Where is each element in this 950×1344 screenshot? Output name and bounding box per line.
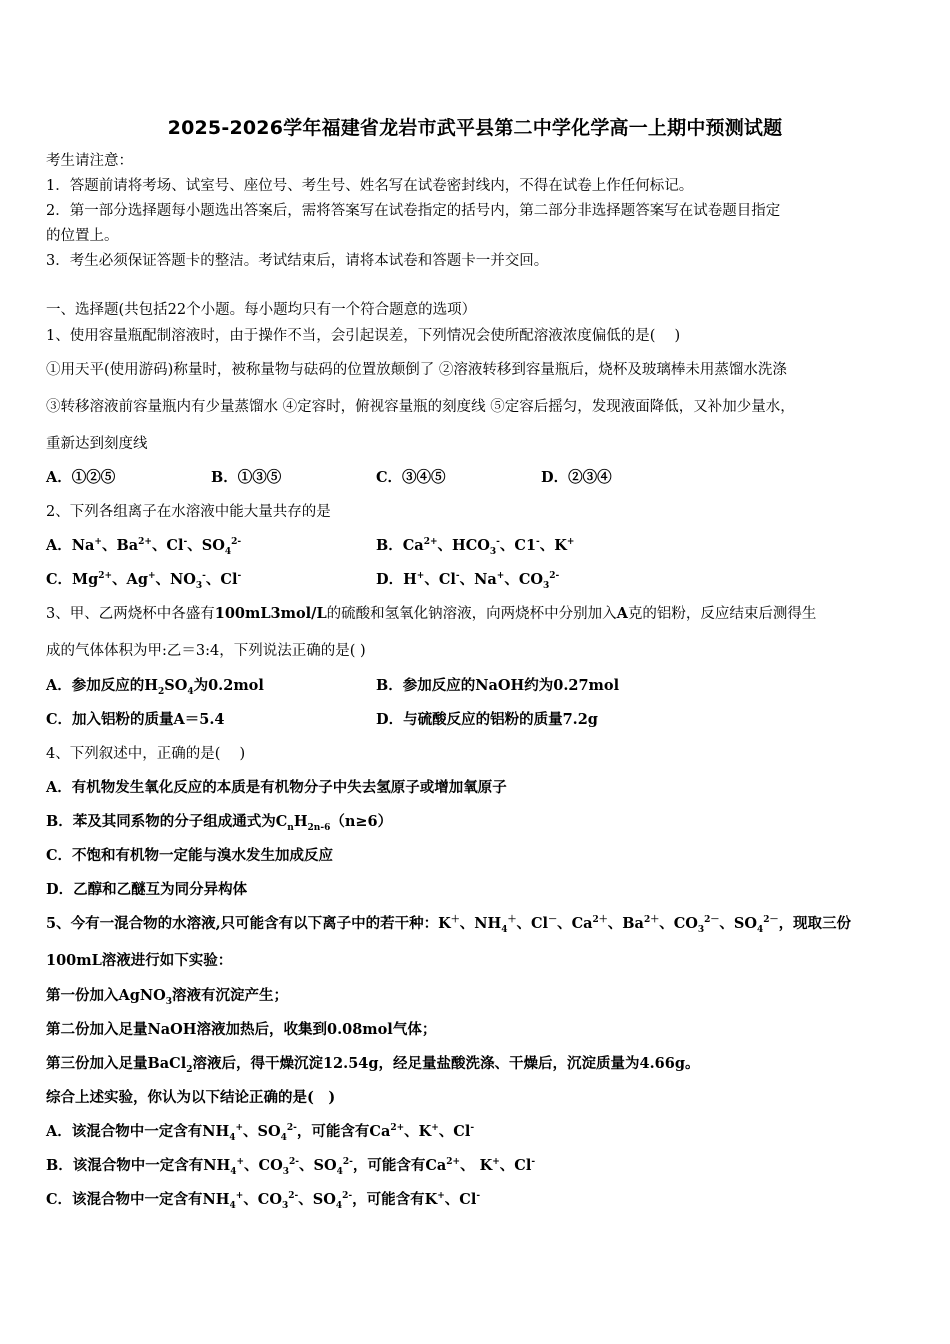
page-title: 2025-2026学年福建省龙岩市武平县第二中学化学高一上期中预测试题 <box>167 117 783 139</box>
q1-stem: 1、使用容量瓶配制溶液时，由于操作不当，会引起误差，下列情况会使所配溶液浓度偏低的是( ) <box>46 328 681 344</box>
q2-option-d: D．H+、Cl-、Na+、$CO_3^{2-}$ <box>376 571 560 591</box>
q4-option-c: C．不饱和有机物一定能与溴水发生加成反应 <box>46 847 334 864</box>
q5-stem: 5、今有一混合物的水溶液,只可能含有以下离子中的若干种：K＋、$NH_4^+$、Cl－、$Ca^{2+}$、$Ba^{2+}$、$CO_3^{2-}$、$SO_4^{2-}$，现取三份 <box>46 915 852 935</box>
q5-experiment-2: 第二份加入足量NaOH溶液加热后，收集到0.08mol气体； <box>46 1021 437 1038</box>
q5-stem-line-2: 100mL溶液进行如下实验： <box>46 952 233 969</box>
q3-option-b: B．参加反应的NaOH约为0.27mol <box>376 677 620 694</box>
q4-option-d: D．乙醇和乙醚互为同分异构体 <box>46 881 248 898</box>
section-heading: 一、选择题(共包括22个小题。每小题均只有一个符合题意的选项） <box>46 302 477 318</box>
q3-option-d: D．与硫酸反应的铝粉的质量7.2g <box>376 711 598 728</box>
q4-option-b: B．苯及其同系物的分子组成通式为$C_nH_{2n-6}(n\ge 6)$ <box>46 813 393 833</box>
q1-option-d: D．②③④ <box>541 469 612 486</box>
q2-option-a: A．Na+、$Ba^{2+}$、Cl-、$SO_4^{2-}$ <box>46 537 242 557</box>
notice-item-1: 1．答题前请将考场、试室号、座位号、考生号、姓名写在试卷密封线内，不得在试卷上作任何标记。 <box>46 178 694 194</box>
q1-option-c: C．③④⑤ <box>376 469 446 486</box>
q4-option-a: A．有机物发生氧化反应的本质是有机物分子中失去氢原子或增加氧原子 <box>46 779 507 796</box>
q3-stem-line-2: 成的气体体积为甲:乙＝3:4，下列说法正确的是( ) <box>46 643 366 659</box>
q1-option-b: B．①③⑤ <box>211 469 282 486</box>
q4-stem: 4、下列叙述中，正确的是( ) <box>46 746 246 762</box>
q1-condition-2: ③转移溶液前容量瓶内有少量蒸馏水 ④定容时，俯视容量瓶的刻度线 ⑤定容后摇匀，发现液面降低，又补加少量水， <box>46 399 795 415</box>
q3-option-a: A．参加反应的$H_2SO_4$为0.2mol <box>46 677 264 697</box>
q5-option-b: B．该混合物中一定含有$NH_4^+$、$CO_3^{2-}$、$SO_4^{2-}$，可能含有$Ca^{2+}$、 K+、Cl- <box>46 1157 536 1177</box>
q5-question: 综合上述实验，你认为以下结论正确的是( ) <box>46 1089 336 1106</box>
q5-option-a: A．该混合物中一定含有$NH_4^+$、$SO_4^{2-}$，可能含有$Ca^{2+}$、K+、Cl- <box>46 1123 475 1143</box>
notice-item-2-cont: 的位置上。 <box>46 228 119 244</box>
q5-experiment-3: 第三份加入足量BaCl$_2$溶液后，得干燥沉淀12.54g，经足量盐酸洗涤、干燥后，沉淀质量为4.66g。 <box>46 1055 700 1075</box>
q5-option-c: C．该混合物中一定含有$NH_4^+$、$CO_3^{2-}$、$SO_4^{2-}$，可能含有K+、Cl- <box>46 1191 481 1211</box>
notice-item-3: 3．考生必须保证答题卡的整洁。考试结束后，请将本试卷和答题卡一并交回。 <box>46 253 549 269</box>
q2-option-c: C．$Mg^{2+}$、Ag+、$NO_3^-$、Cl- <box>46 571 242 591</box>
q3-option-c: C．加入铝粉的质量A＝5.4 <box>46 711 225 728</box>
q1-condition-1: ①用天平(使用游码)称量时，被称量物与砝码的位置放颠倒了 ②溶液转移到容量瓶后，烧杯及玻璃棒未用蒸馏水洗涤 <box>46 362 787 378</box>
q5-experiment-1: 第一份加入AgNO$_3$溶液有沉淀产生； <box>46 987 289 1007</box>
q1-option-a: A．①②⑤ <box>46 469 116 486</box>
q2-stem: 2、下列各组离子在水溶液中能大量共存的是 <box>46 504 331 520</box>
notice-heading: 考生请注意： <box>46 153 133 169</box>
notice-item-2: 2．第一部分选择题每小题选出答案后，需将答案写在试卷指定的括号内，第二部分非选择题答案写在试卷题目指定 <box>46 203 781 219</box>
q1-condition-3: 重新达到刻度线 <box>46 436 148 452</box>
q2-option-b: B．$Ca^{2+}$、$HCO_3^-$、C1-、K+ <box>376 537 575 557</box>
q3-stem-line-1: 3、甲、乙两烧杯中各盛有100mL3mol/L的硫酸和氢氧化钠溶液，向两烧杯中分别加入A克的铝粉，反应结束后测得生 <box>46 605 817 622</box>
